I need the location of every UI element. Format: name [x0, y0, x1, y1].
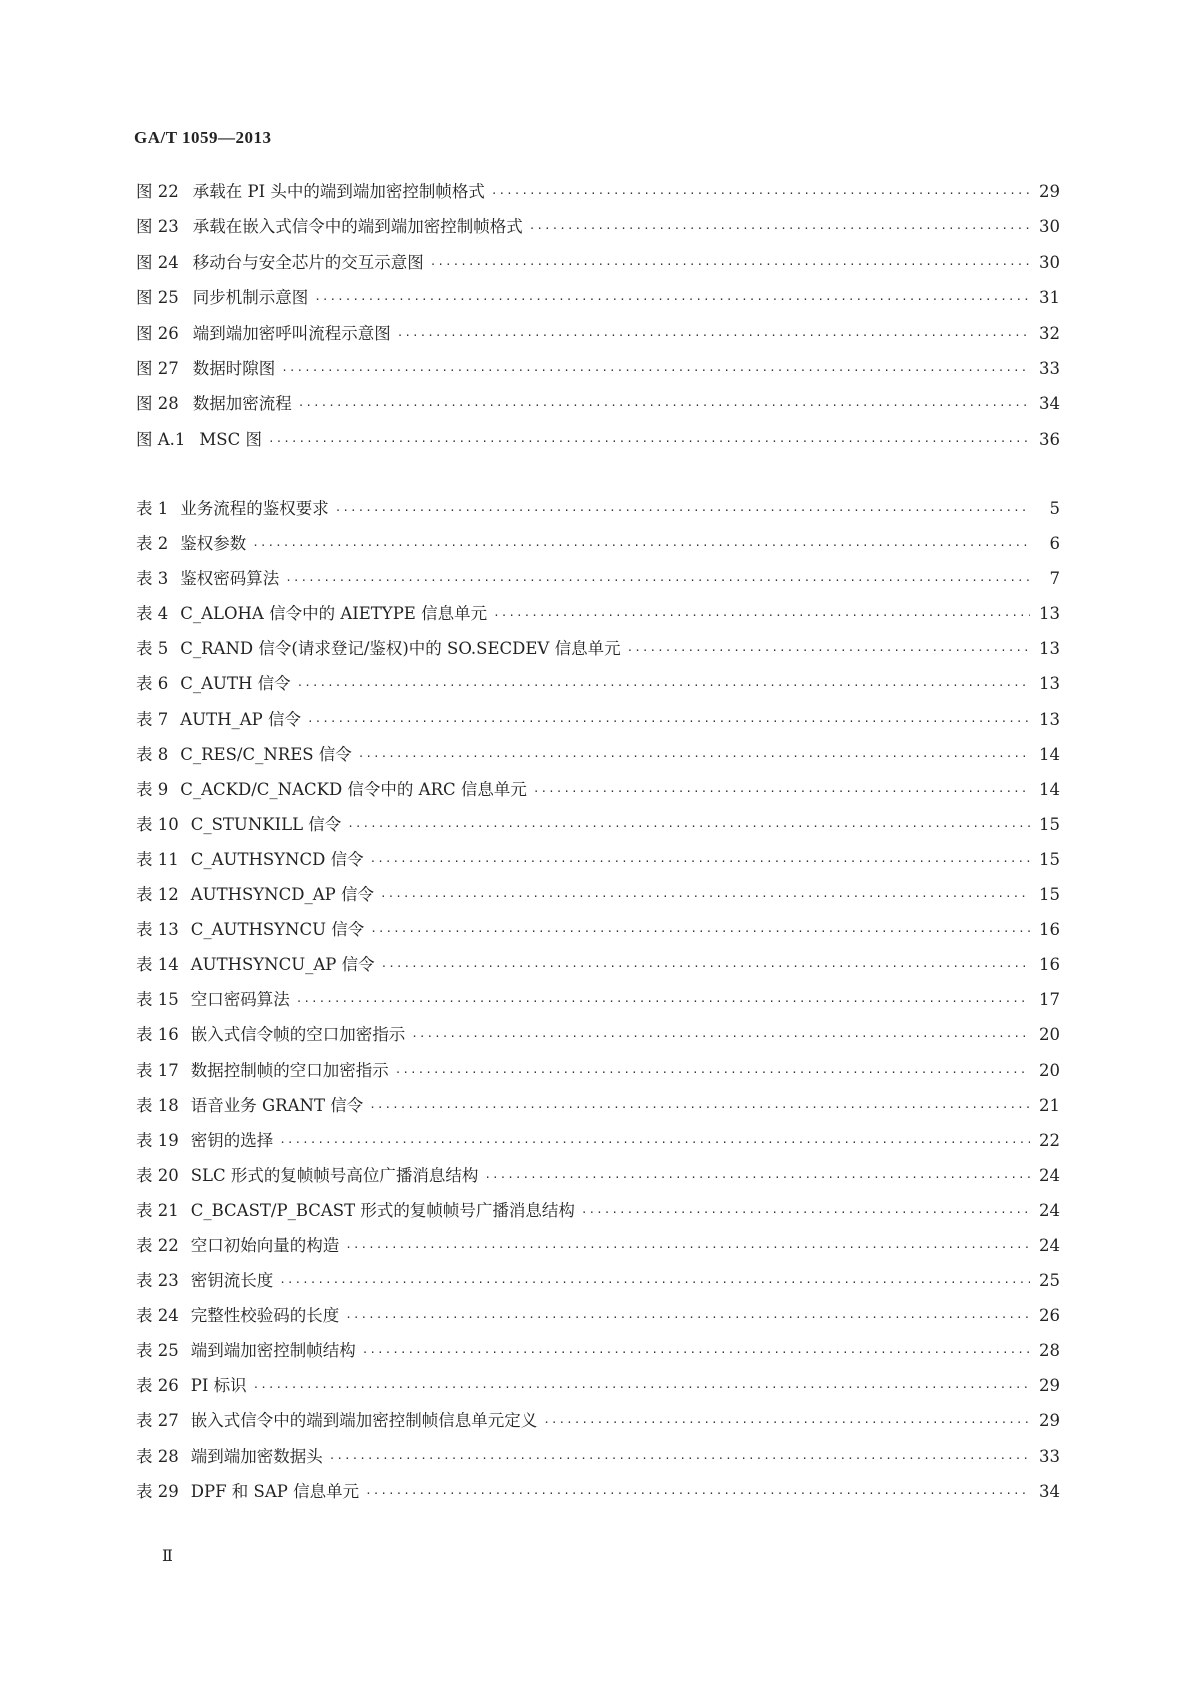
entry-page: 31	[1039, 288, 1060, 308]
entry-page: 13	[1039, 604, 1060, 624]
dot-leader	[430, 258, 1030, 271]
entry-page: 6	[1049, 534, 1060, 554]
entry-page: 21	[1039, 1095, 1060, 1115]
entry-page: 30	[1039, 217, 1060, 237]
entry-label: 图 26	[136, 323, 179, 343]
entry-title: 数据时隙图	[192, 358, 276, 378]
dot-leader	[543, 1416, 1030, 1429]
table-entry[interactable]	[136, 1232, 1060, 1267]
entry-page: 15	[1039, 885, 1060, 905]
entry-page: 24	[1039, 1200, 1060, 1220]
entry-title: 同步机制示意图	[192, 288, 309, 308]
dot-leader	[345, 1311, 1030, 1324]
dot-leader	[285, 574, 1030, 587]
entry-page: 16	[1039, 920, 1060, 940]
entry-title: 鉴权参数	[180, 534, 247, 554]
dot-leader	[329, 1452, 1030, 1465]
dot-leader	[411, 1030, 1030, 1043]
entry-page: 33	[1039, 1446, 1060, 1466]
page-number: Ⅱ	[162, 1548, 173, 1565]
table-entry[interactable]	[136, 1057, 1060, 1092]
entry-title: AUTHSYNCU_AP 信令	[190, 955, 375, 975]
entry-page: 22	[1039, 1130, 1060, 1150]
entry-label: 表 19	[136, 1130, 179, 1150]
dot-leader	[484, 1171, 1030, 1184]
entry-label: 表 20	[136, 1165, 179, 1185]
entry-title: 完整性校验码的长度	[190, 1306, 340, 1326]
entry-title: C_AUTHSYNCD 信令	[190, 849, 364, 869]
entry-title: AUTH_AP 信令	[180, 709, 301, 729]
entry-title: 数据加密流程	[192, 394, 292, 414]
entry-title: AUTHSYNCD_AP 信令	[190, 885, 374, 905]
table-entry[interactable]	[136, 1021, 1060, 1056]
table-entry[interactable]	[136, 986, 1060, 1021]
dot-leader	[369, 1101, 1030, 1114]
entry-label: 表 5	[136, 639, 169, 659]
entry-title: 承载在嵌入式信令中的端到端加密控制帧格式	[192, 217, 523, 237]
dot-leader	[296, 995, 1030, 1008]
entry-label: 表 21	[136, 1200, 179, 1220]
entry-title: PI 标识	[190, 1376, 247, 1396]
dot-leader	[380, 890, 1030, 903]
entry-page: 33	[1039, 358, 1060, 378]
dot-leader	[381, 960, 1030, 973]
dot-leader	[279, 1136, 1030, 1149]
entry-page: 14	[1039, 744, 1060, 764]
entry-page: 16	[1039, 955, 1060, 975]
dot-leader	[252, 539, 1030, 552]
entry-page: 34	[1039, 394, 1060, 414]
entry-label: 表 18	[136, 1095, 179, 1115]
entry-label: 图 27	[136, 358, 179, 378]
figure-entry[interactable]	[136, 355, 1060, 390]
figure-entry[interactable]	[136, 213, 1060, 248]
table-entry[interactable]	[136, 1478, 1060, 1513]
dot-leader	[529, 222, 1030, 235]
table-entry[interactable]	[136, 495, 1060, 530]
entry-label: 表 3	[136, 569, 169, 589]
table-entry[interactable]	[136, 635, 1060, 670]
table-entry[interactable]	[136, 1337, 1060, 1372]
table-entry[interactable]	[136, 1092, 1060, 1127]
entry-title: 移动台与安全芯片的交互示意图	[192, 252, 424, 272]
entry-title: 数据控制帧的空口加密指示	[190, 1060, 389, 1080]
entry-page: 24	[1039, 1235, 1060, 1255]
figure-list	[136, 178, 1060, 461]
entry-label: 表 13	[136, 920, 179, 940]
entry-label: 表 17	[136, 1060, 179, 1080]
table-entry[interactable]	[136, 846, 1060, 881]
entry-title: SLC 形式的复帧帧号高位广播消息结构	[190, 1165, 479, 1185]
dot-leader	[358, 750, 1030, 763]
entry-title: 密钥的选择	[190, 1130, 274, 1150]
entry-label: 图 22	[136, 182, 179, 201]
dot-leader	[397, 329, 1030, 342]
entry-title: C_AUTHSYNCU 信令	[190, 920, 365, 940]
entry-page: 14	[1039, 779, 1060, 799]
table-entry[interactable]	[136, 741, 1060, 776]
dot-leader	[370, 855, 1030, 868]
entry-title: C_RES/C_NRES 信令	[180, 744, 352, 764]
figure-entry[interactable]	[136, 249, 1060, 284]
entry-title: 嵌入式信令中的端到端加密控制帧信息单元定义	[190, 1411, 538, 1431]
entry-page: 29	[1039, 1376, 1060, 1396]
entry-page: 30	[1039, 252, 1060, 272]
entry-page: 7	[1049, 569, 1060, 589]
entry-label: 表 1	[136, 499, 169, 518]
dot-leader	[253, 1381, 1030, 1394]
entry-label: 表 29	[136, 1481, 179, 1501]
entry-title: 嵌入式信令帧的空口加密指示	[190, 1025, 406, 1045]
table-entry[interactable]	[136, 670, 1060, 705]
figure-entry[interactable]	[136, 390, 1060, 425]
dot-leader	[395, 1066, 1030, 1079]
dot-leader	[627, 644, 1030, 657]
entry-title: 端到端加密控制帧结构	[190, 1341, 356, 1361]
entry-title: 鉴权密码算法	[180, 569, 280, 589]
entry-page: 5	[1049, 499, 1060, 518]
entry-page: 20	[1039, 1025, 1060, 1045]
entry-page: 13	[1039, 709, 1060, 729]
entry-title: C_STUNKILL 信令	[190, 814, 342, 834]
dot-leader	[493, 609, 1030, 622]
standard-number: GA/T 1059—2013	[134, 128, 272, 147]
entry-page: 15	[1039, 849, 1060, 869]
figure-entry[interactable]	[136, 426, 1060, 461]
entry-label: 表 24	[136, 1306, 179, 1326]
entry-title: DPF 和 SAP 信息单元	[190, 1481, 360, 1501]
entry-label: 表 7	[136, 709, 169, 729]
table-list	[136, 495, 1060, 1513]
entry-label: 表 14	[136, 955, 179, 975]
dot-leader	[491, 187, 1030, 200]
entry-label: 表 25	[136, 1341, 179, 1361]
entry-page: 36	[1039, 429, 1060, 449]
table-entry[interactable]	[136, 811, 1060, 846]
entry-title: 空口初始向量的构造	[190, 1235, 340, 1255]
entry-label: 表 12	[136, 885, 179, 905]
table-entry[interactable]	[136, 916, 1060, 951]
table-entry[interactable]	[136, 881, 1060, 916]
table-entry[interactable]	[136, 1162, 1060, 1197]
dot-leader	[297, 679, 1030, 692]
entry-page: 13	[1039, 674, 1060, 694]
entry-label: 表 6	[136, 674, 169, 694]
dot-leader	[335, 504, 1030, 517]
entry-label: 表 23	[136, 1271, 179, 1291]
table-entry[interactable]	[136, 1127, 1060, 1162]
entry-page: 26	[1039, 1306, 1060, 1326]
dot-leader	[370, 925, 1030, 938]
entry-page: 32	[1039, 323, 1060, 343]
entry-title: 端到端加密数据头	[190, 1446, 323, 1466]
entry-title: C_ALOHA 信令中的 AIETYPE 信息单元	[180, 604, 488, 624]
entry-page: 15	[1039, 814, 1060, 834]
entry-label: 图 24	[136, 252, 179, 272]
dot-leader	[307, 715, 1030, 728]
table-entry[interactable]	[136, 530, 1060, 565]
entry-page: 17	[1039, 990, 1060, 1010]
entry-label: 表 28	[136, 1446, 179, 1466]
entry-label: 图 A.1	[136, 429, 186, 449]
entry-page: 20	[1039, 1060, 1060, 1080]
entry-page: 34	[1039, 1481, 1060, 1501]
entry-page: 29	[1039, 1411, 1060, 1431]
entry-page: 25	[1039, 1271, 1060, 1291]
entry-title: 密钥流长度	[190, 1271, 274, 1291]
entry-label: 图 23	[136, 217, 179, 237]
entry-title: 业务流程的鉴权要求	[180, 499, 329, 518]
entry-label: 表 4	[136, 604, 169, 624]
entry-label: 表 26	[136, 1376, 179, 1396]
entry-label: 表 8	[136, 744, 169, 764]
dot-leader	[268, 435, 1030, 448]
dot-leader	[279, 1276, 1030, 1289]
dot-leader	[281, 364, 1030, 377]
entry-title: 空口密码算法	[190, 990, 290, 1010]
entry-title: C_RAND 信令(请求登记/鉴权)中的 SO.SECDEV 信息单元	[180, 639, 621, 659]
entry-title: 承载在 PI 头中的端到端加密控制帧格式	[192, 182, 485, 201]
dot-leader	[362, 1346, 1030, 1359]
table-entry[interactable]	[136, 706, 1060, 741]
entry-title: 端到端加密呼叫流程示意图	[192, 323, 391, 343]
entry-title: C_ACKD/C_NACKD 信令中的 ARC 信息单元	[180, 779, 527, 799]
entry-label: 表 16	[136, 1025, 179, 1045]
dot-leader	[365, 1487, 1030, 1500]
table-entry[interactable]	[136, 1267, 1060, 1302]
dot-leader	[345, 1241, 1030, 1254]
entry-label: 表 22	[136, 1235, 179, 1255]
table-entry[interactable]	[136, 1302, 1060, 1337]
entry-label: 图 25	[136, 288, 179, 308]
entry-title: C_AUTH 信令	[180, 674, 291, 694]
table-entry[interactable]	[136, 1372, 1060, 1407]
entry-label: 表 27	[136, 1411, 179, 1431]
table-entry[interactable]	[136, 565, 1060, 600]
figure-entry[interactable]	[136, 178, 1060, 213]
entry-page: 13	[1039, 639, 1060, 659]
table-entry[interactable]	[136, 776, 1060, 811]
entry-title: C_BCAST/P_BCAST 形式的复帧帧号广播消息结构	[190, 1200, 575, 1220]
table-entry[interactable]	[136, 951, 1060, 986]
table-entry[interactable]	[136, 1443, 1060, 1478]
figure-entry[interactable]	[136, 320, 1060, 355]
dot-leader	[298, 399, 1030, 412]
table-entry[interactable]	[136, 600, 1060, 635]
entry-page: 28	[1039, 1341, 1060, 1361]
entry-label: 表 9	[136, 779, 169, 799]
dot-leader	[314, 293, 1030, 306]
entry-label: 表 15	[136, 990, 179, 1010]
entry-label: 图 28	[136, 394, 179, 414]
entry-title: MSC 图	[199, 429, 262, 449]
entry-label: 表 10	[136, 814, 179, 834]
entry-label: 表 2	[136, 534, 169, 554]
dot-leader	[581, 1206, 1030, 1219]
dot-leader	[347, 820, 1030, 833]
dot-leader	[533, 785, 1030, 798]
entry-label: 表 11	[136, 849, 179, 869]
table-entry[interactable]	[136, 1197, 1060, 1232]
figure-entry[interactable]	[136, 284, 1060, 319]
entry-page: 29	[1039, 182, 1060, 201]
entry-title: 语音业务 GRANT 信令	[190, 1095, 364, 1115]
entry-page: 24	[1039, 1165, 1060, 1185]
table-entry[interactable]	[136, 1407, 1060, 1442]
